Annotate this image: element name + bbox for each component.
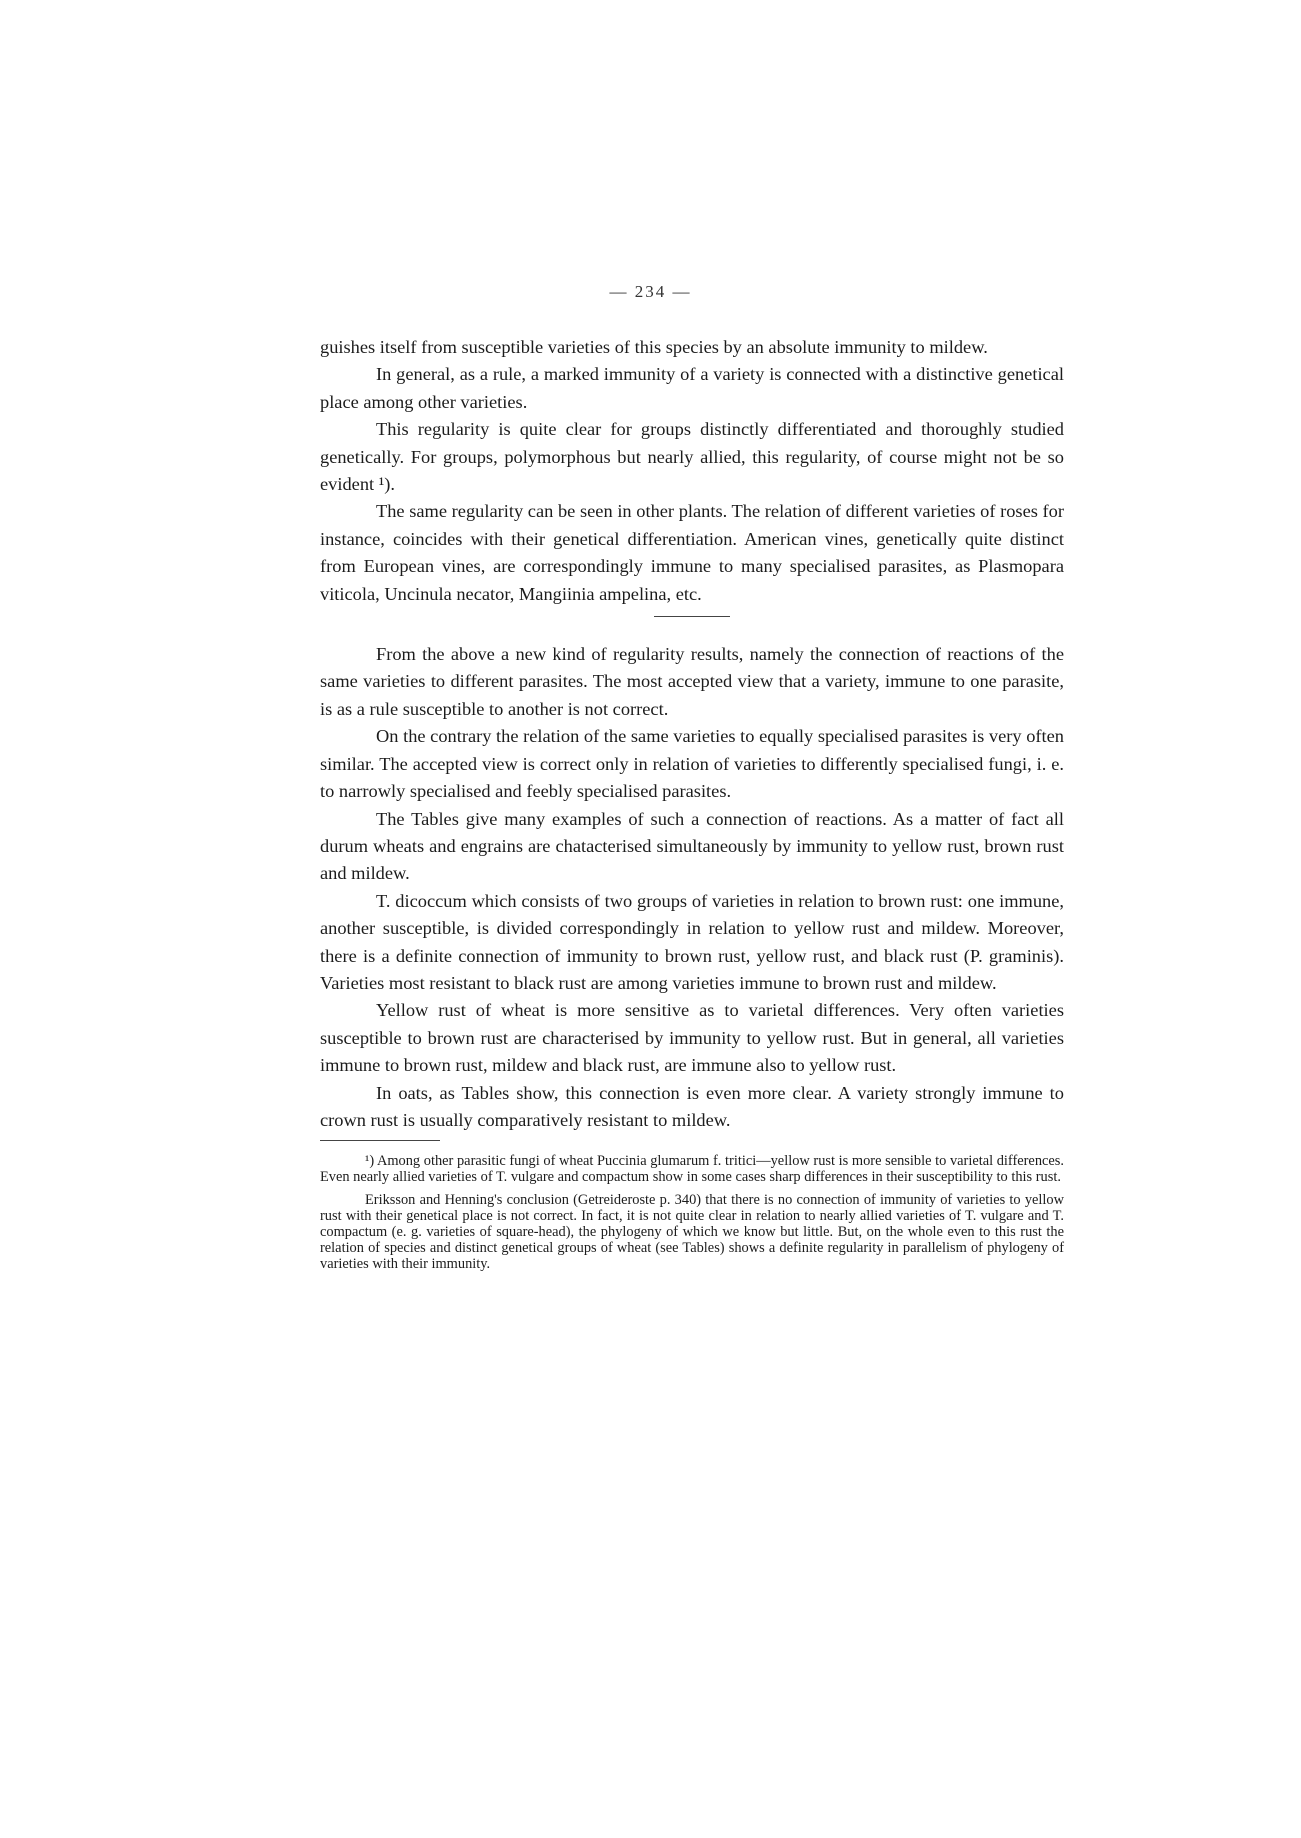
paragraph-bottom-3: The Tables give many examples of such a connection of reactions. As a matter of fact all durum wheats and engrains are chatacterised simultaneously by immunity to yellow rust, brown rust and mildew. bbox=[320, 808, 1064, 884]
paragraph-top-4: The same regularity can be seen in other plants. The relation of different varieties of roses for instance, coincides with their genetical differentiation. American vines, genetically quite distinct from European vines, are correspondingly immune to many specialised parasites, as Plasmopara viticola, Uncinula necator, Mangiinia ampelina, etc. bbox=[320, 501, 1064, 604]
paragraph-top-2: In general, as a rule, a marked immunity of a variety is connected with a distinctive genetical place among other varieties. bbox=[320, 364, 1064, 412]
paragraph-bottom-4: T. dicoccum which consists of two groups of varieties in relation to brown rust: one immune, another susceptible, is divided correspondingly in relation to yellow rust and mildew. Moreover, there is a definite connection of immunity to brown rust, yellow rust, and black rust (P. graminis). Varieties most resistant to black rust are among varieties immune to brown rust and mildew. bbox=[320, 890, 1064, 993]
paragraph-top-1: guishes itself from susceptible varieties of this species by an absolute immunity to mildew. bbox=[320, 337, 988, 357]
section-separator bbox=[654, 616, 730, 617]
paragraph-bottom-2: On the contrary the relation of the same varieties to equally specialised parasites is very often similar. The accepted view is correct only in relation of varieties to differently specialised fungi, i. e. to narrowly specialised and feebly specialised parasites. bbox=[320, 726, 1064, 802]
paragraph-bottom-1: From the above a new kind of regularity results, namely the connection of reactions of the same varieties to different parasites. The most accepted view that a variety, immune to one parasite, is as a rule susceptible to another is not correct. bbox=[320, 644, 1064, 719]
page-number: — 234 — bbox=[609, 282, 692, 301]
footnote-2: Eriksson and Henning's conclusion (Getreideroste p. 340) that there is no connection of immunity of varieties to yellow rust with their genetical place is not correct. In fact, it is not quite clear in relation to nearly allied varieties of T. vulgare and T. compactum (e. g. varieties of square-head), the phylogeny of which we know but little. But, on the whole even to this rust the relation of species and distinct genetical groups of wheat (see Tables) shows a definite regularity in parallelism of phylogeny of varieties with their immunity. bbox=[320, 1192, 1064, 1273]
section-bottom bbox=[320, 641, 1064, 1134]
paragraph-bottom-6: In oats, as Tables show, this connection is even more clear. A variety strongly immune to crown rust is usually comparatively resistant to mildew. bbox=[320, 1082, 1064, 1130]
footnotes bbox=[320, 1153, 1064, 1272]
paragraph-top-3: This regularity is quite clear for groups distinctly differentiated and thoroughly studied genetically. For groups, polymorphous but nearly allied, this regularity, of course might not be so evident ¹). bbox=[320, 419, 1064, 495]
paragraph-bottom-5: Yellow rust of wheat is more sensitive as to varietal differences. Very often varieties susceptible to brown rust are characterised by immunity to yellow rust. But in general, all varieties immune to brown rust, mildew and black rust, are immune also to yellow rust. bbox=[320, 1000, 1064, 1076]
body-text bbox=[320, 334, 1064, 1279]
footnote-1: ¹) Among other parasitic fungi of wheat Puccinia glumarum f. tritici—yellow rust is more sensible to varietal differences. Even nearly allied varieties of T. vulgare and compactum show in some cases sharp differences in their susceptibility to this rust. bbox=[320, 1153, 1064, 1186]
footnote-rule bbox=[320, 1140, 440, 1141]
section-top bbox=[320, 334, 1064, 608]
